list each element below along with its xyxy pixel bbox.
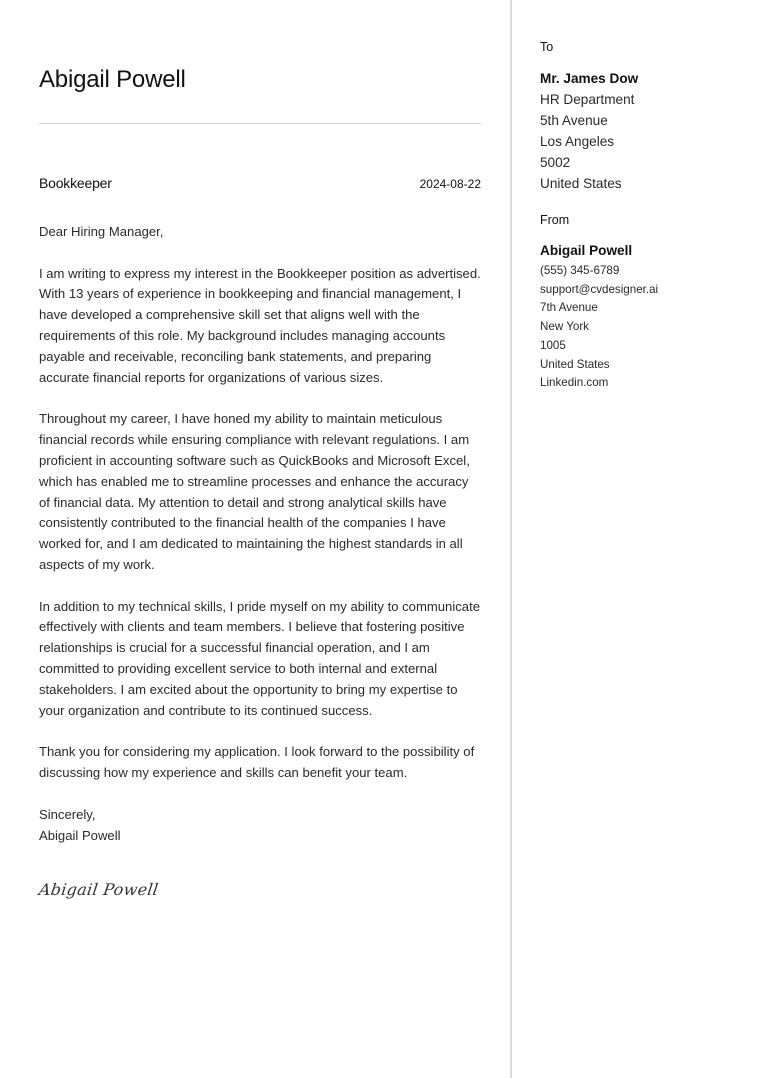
recipient-zip: 5002 bbox=[540, 155, 571, 170]
from-heading: From bbox=[540, 213, 570, 227]
applicant-name: Abigail Powell bbox=[39, 66, 186, 93]
recipient-city: Los Angeles bbox=[540, 134, 615, 149]
sender-city: New York bbox=[540, 320, 589, 334]
letter-date: 2024-08-22 bbox=[419, 177, 481, 191]
closing-block bbox=[39, 805, 481, 847]
salutation: Dear Hiring Manager, bbox=[39, 224, 164, 239]
recipient-name: Mr. James Dow bbox=[540, 71, 639, 86]
sender-block bbox=[540, 241, 658, 393]
sender-website[interactable]: Linkedin.com bbox=[540, 376, 609, 390]
sender-name: Abigail Powell bbox=[540, 243, 633, 258]
sender-email[interactable]: support@cvdesigner.ai bbox=[540, 282, 659, 296]
paragraph-3: In addition to my technical skills, I pride myself on my ability to communicate effectively with clients and team members. I believe that fostering positive relationships is crucial for a successful financial operation, and I am committed to providing excellent service to both internal and external stakeholders. I am excited about the opportunity to bring my expertise to your organization and contribute to its continued success. bbox=[39, 598, 480, 718]
to-heading: To bbox=[540, 40, 554, 54]
recipient-department: HR Department bbox=[540, 92, 635, 107]
recipient-block bbox=[540, 68, 638, 194]
job-row bbox=[39, 175, 481, 191]
recipient-street: 5th Avenue bbox=[540, 113, 608, 128]
signature: Abigail Powell bbox=[37, 880, 160, 899]
header-divider bbox=[39, 123, 481, 124]
closing-name: Abigail Powell bbox=[39, 827, 121, 843]
letter-body bbox=[39, 222, 481, 846]
sidebar-divider bbox=[510, 0, 512, 1078]
paragraph-4: Thank you for considering my application. I look forward to the possibility of discussing how my experience and skills can benefit your team. bbox=[39, 744, 475, 781]
sender-street: 7th Avenue bbox=[540, 301, 598, 315]
sender-country: United States bbox=[540, 357, 610, 371]
closing: Sincerely, bbox=[39, 806, 96, 822]
paragraph-1: I am writing to express my interest in the Bookkeeper position as advertised. With 13 years of experience in bookkeeping and financial management, I have developed a comprehensive skill set that aligns well with the requirements of this role. My background includes managing accounts payable and receivable, reconciling bank statements, and preparing accurate financial reports for organizations of various sizes. bbox=[39, 265, 481, 385]
job-title: Bookkeeper bbox=[39, 175, 112, 191]
paragraph-2: Throughout my career, I have honed my ability to maintain meticulous financial records while ensuring compliance with relevant regulations. I am proficient in accounting software such as QuickBooks and Microsoft Excel, which has enabled me to streamline processes and enhance the accuracy of financial data. My attention to detail and strong analytical skills have consistently contributed to the financial health of the companies I have worked for, and I am dedicated to maintaining the highest standards in all aspects of my work. bbox=[39, 411, 470, 572]
recipient-country: United States bbox=[540, 176, 622, 191]
sender-phone[interactable]: (555) 345-6789 bbox=[540, 264, 620, 277]
sender-zip: 1005 bbox=[540, 338, 566, 352]
